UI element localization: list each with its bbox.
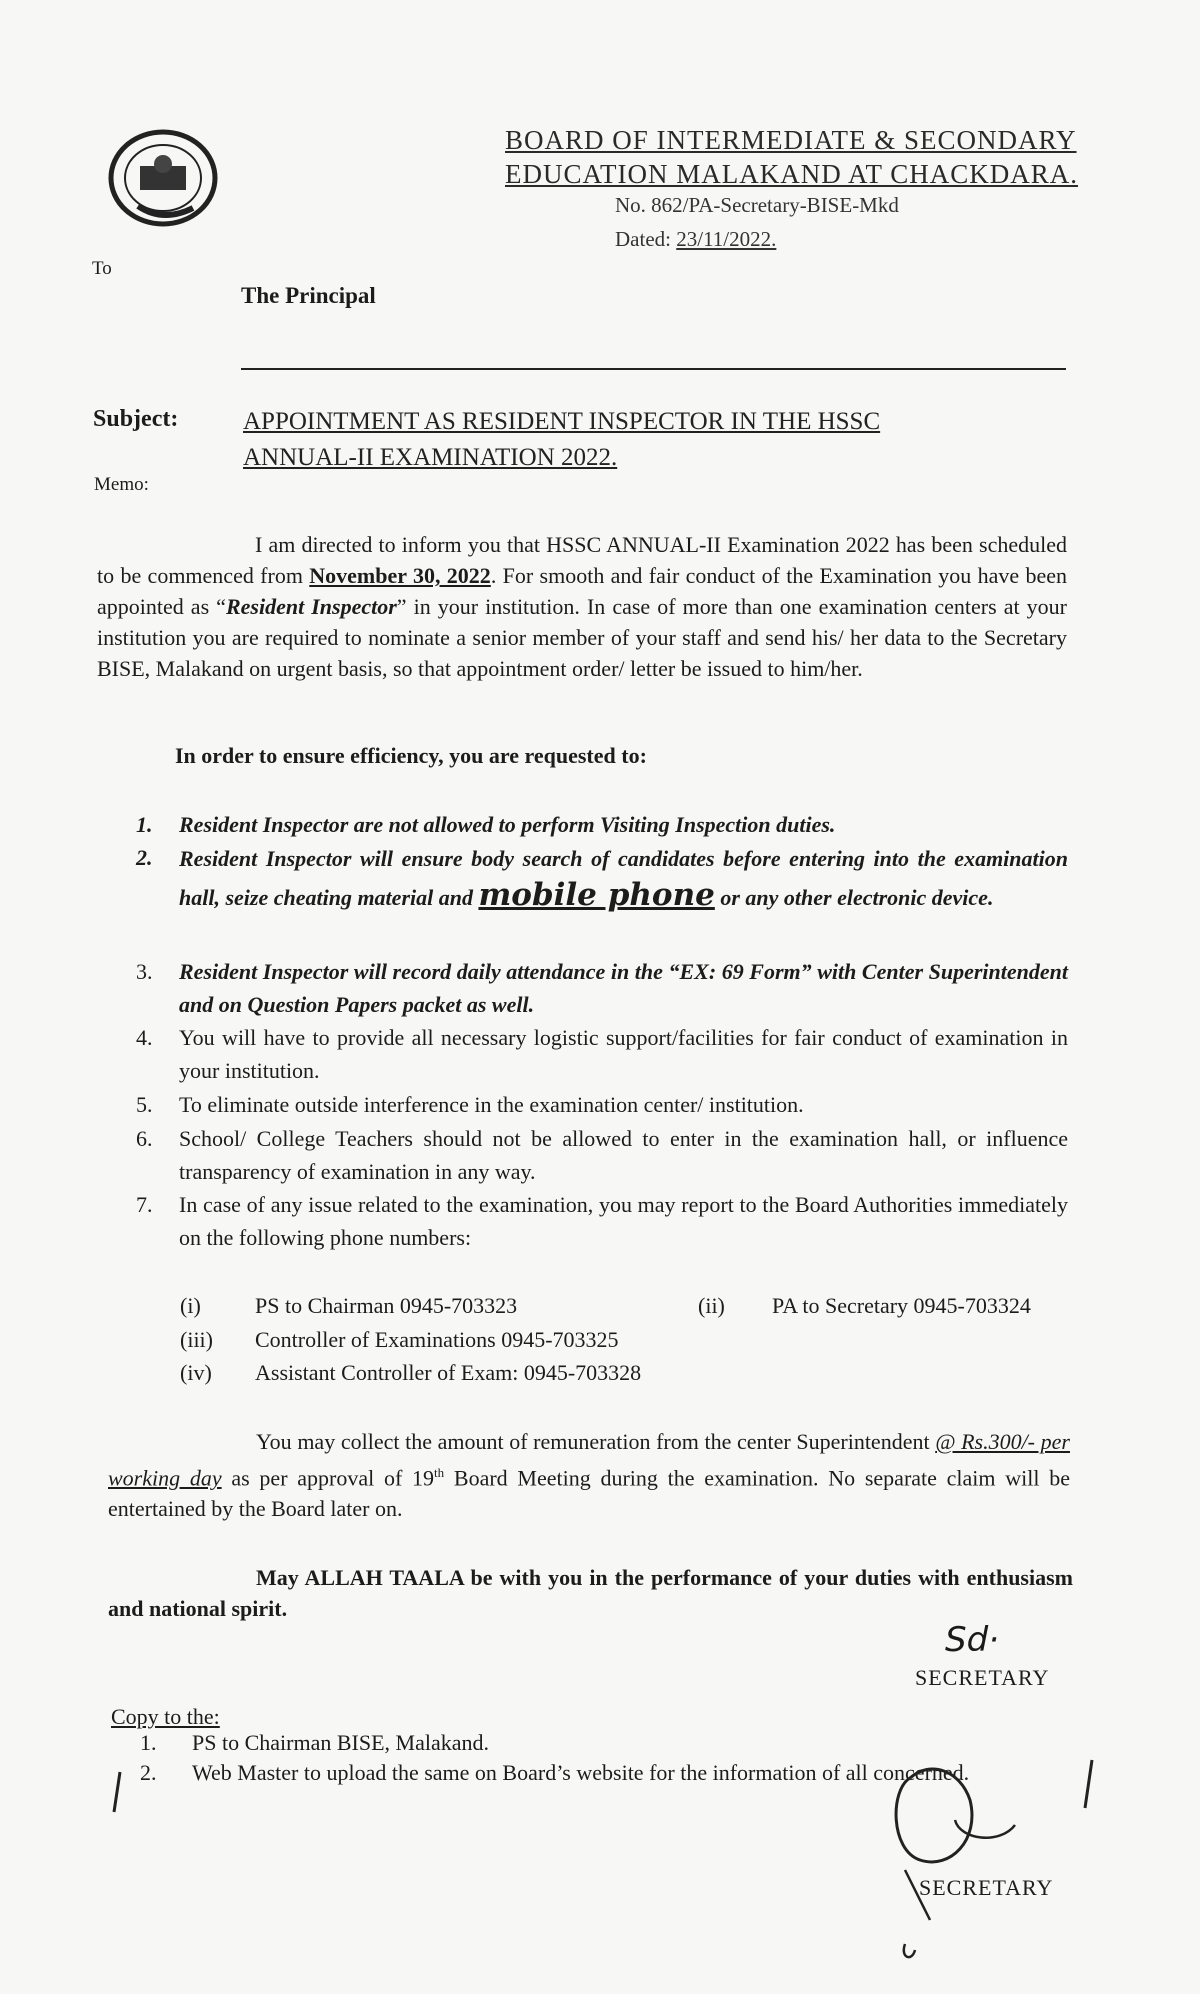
phone-number-text: Controller of Examinations 0945-703325	[255, 1327, 619, 1352]
list-item: 2. Web Master to upload the same on Board’s website for the information of all concerned.	[140, 1760, 970, 1785]
memo-label: Memo:	[94, 474, 149, 495]
phone-number-text: PS to Chairman 0945-703323	[255, 1293, 518, 1318]
board-seal-logo	[108, 128, 223, 228]
to-label: To	[92, 258, 112, 279]
board-name-line1: BOARD OF INTERMEDIATE & SECONDARY	[505, 125, 1077, 155]
intro-paragraph: I am directed to inform you that HSSC ANNUAL-II Examination 2022 has been scheduled to be commenced from November 30, 2022. For smooth and fair conduct of the Examination you have been appointed as “Resident Inspector” in your institution. In case of more than one examination centers at your institution you are required to nominate a senior member of your staff and send his/ her data to the Secretary BISE, Malakand on urgent basis, so that appointment order/ letter be issued to him/her.	[97, 532, 1067, 681]
copy-heading: Copy to the:	[111, 1704, 220, 1729]
requests-heading: In order to ensure efficiency, you are requested to:	[175, 743, 647, 768]
secretary-label-2: SECRETARY	[919, 1875, 1054, 1900]
list-item: (i)	[180, 1293, 201, 1318]
dated-value: 23/11/2022.	[676, 227, 777, 251]
handwritten-signature	[100, 1730, 1100, 1980]
list-item: (iv)	[180, 1360, 212, 1385]
list-item: 1. PS to Chairman BISE, Malakand.	[140, 1730, 489, 1755]
phone-number-text: Assistant Controller of Exam: 0945-703328	[255, 1360, 642, 1385]
reference-number: No. 862/PA-Secretary-BISE-Mkd	[615, 193, 899, 217]
subject-text	[243, 404, 880, 476]
signature-sd: Sd·	[945, 1620, 999, 1660]
subject-label: Subject:	[93, 406, 179, 432]
subject-line1: APPOINTMENT AS RESIDENT INSPECTOR IN THE HSSC	[243, 408, 881, 435]
recipient: The Principal	[241, 283, 376, 308]
subject-line2: ANNUAL-II EXAMINATION 2022.	[243, 444, 618, 471]
list-item: (ii)	[698, 1293, 725, 1318]
role-name: Resident Inspector	[225, 594, 397, 619]
remuneration-rate: @ Rs.300/- per working day	[108, 1429, 1070, 1491]
document-page: BOARD OF INTERMEDIATE & SECONDARY EDUCATION MALAKAND AT CHACKDARA. No. 862/PA-Secretary-BISE-Mkd Dated: 23/11/2022. To The Principal Subject: APPOINTMENT AS RESIDENT INSPECTOR IN THE HSSC ANNUAL-II EXAMINATION 2022. Memo: I am directed to inform you that HSSC ANNUAL-II Examination 2022 has been scheduled to be commenced from November 30, 2022. For smooth and fair conduct of the Examination you have been appointed as “Resident Inspector” in your institution. In case of more than one examination centers at your institution you are required to nominate a senior member of your staff and send his/ her data to the Secretary BISE, Malakand on urgent basis, so that appointment order/ letter be issued to him/her. In order to ensure efficiency, you are requested to: 1. Resident Inspector are not allowed to perform Visiting Inspection duties. 2. Resident Inspector will ensure body search of candidates before entering into the examination hall, seize cheating material and mobile phone or any other electronic device. 3. Resident Inspector will record daily attendance in the “EX: 69 Form” with Center Superintendent and on Question Papers packet as well. 4. You will have to provide all necessary logistic support/facilities for fair conduct of examination in your institution. 5. To eliminate outside interference in the examination center/ institution. 6. School/ College Teachers should not be allowed to enter in the examination hall, or influence transparency of examination in any way. 7. In case of any issue related to the examination, you may report to the Board Authorities immediately on the following phone numbers: (i) PS to Chairman 0945-703323 (ii) PA to Secretary 0945-703324 (iii) Controller of Examinations 0945-703325 (iv) Assistant Controller of Exam: 0945-703328 You may collect the amount of remuneration from the center Superintendent @ Rs.300/- per working day as per approval of 19th Board Meeting during the examination. No separate claim will be entertained by the Board later on. May ALLAH TAALA be with you in the performance of your duties with enthusiasm and national spirit. Sd· SECRETARY Copy to the: 1. PS to Chairman BISE, Malakand. 2. Web Master to upload the same on Board’s website for the information of all concerned. SECRETARY	[0, 0, 1200, 1994]
board-name	[505, 123, 1078, 191]
exam-start-date: November 30, 2022	[309, 563, 491, 588]
mobile-phone-emphasis: mobile phone	[478, 877, 715, 913]
list-item: (iii)	[180, 1327, 213, 1352]
recipient-underline	[241, 368, 1066, 370]
remuneration-paragraph: You may collect the amount of remuneration from the center Superintendent @ Rs.300/- per working day as per approval of 19th Board Meeting during the examination. No separate claim will be entertained by the Board later on.	[108, 1429, 1070, 1522]
phone-number-text: PA to Secretary 0945-703324	[772, 1293, 1031, 1318]
board-name-line2: EDUCATION MALAKAND AT CHACKDARA.	[505, 159, 1079, 189]
closing-paragraph: May ALLAH TAALA be with you in the performance of your duties with enthusiasm and national spirit.	[108, 1565, 1073, 1621]
dated-line	[615, 222, 899, 256]
dated-label: Dated:	[615, 227, 671, 251]
list-item: 2. Resident Inspector will ensure body search of candidates before entering into the examination hall, seize cheating material and mobile phone or any other electronic device.	[136, 845, 1068, 913]
reference-block	[615, 188, 899, 256]
secretary-label: SECRETARY	[915, 1665, 1050, 1690]
